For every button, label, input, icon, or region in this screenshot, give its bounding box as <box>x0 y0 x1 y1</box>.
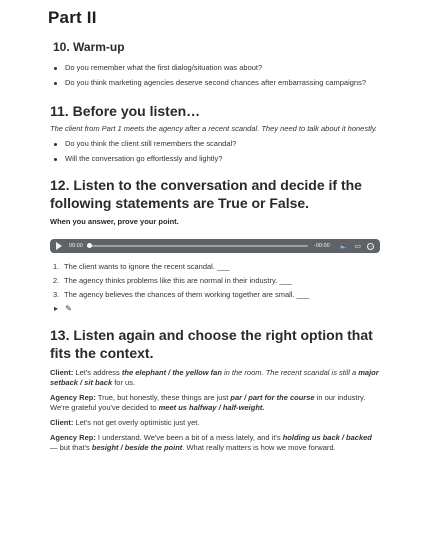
list-item: Do you think marketing agencies deserve second chances after embarrassing campaigns? <box>50 78 380 88</box>
dialog-text: . What really matters is how we move forward. <box>182 443 336 452</box>
section-11-intro: The client from Part 1 meets the agency after a recent scandal. They need to talk about it honestly. <box>50 124 378 133</box>
before-listen-questions <box>50 139 380 164</box>
dialog-line <box>50 368 380 388</box>
section-10-title: 10. Warm-up <box>53 40 125 54</box>
list-item: Will the conversation go effortlessly and lightly? <box>50 154 380 164</box>
volume-icon[interactable]: 🔈 <box>339 242 349 250</box>
list-item: Do you think the client still remembers the scandal? <box>50 139 380 149</box>
audio-progress-bar[interactable] <box>87 245 308 247</box>
list-item <box>50 262 380 272</box>
section-12-title: 12. Listen to the conversation and decide if the following statements are True or False. <box>50 177 362 211</box>
dialog-text: Let's address <box>73 368 122 377</box>
dialog-text: Let's not get overly optimistic just yet. <box>73 418 200 427</box>
dialog-text: in the room. The recent scandal is still a <box>221 368 359 377</box>
choice-option[interactable]: the elephant / the yellow fan <box>121 368 222 377</box>
dialog-line <box>50 418 380 428</box>
highlight-pen-icon[interactable]: ✎ <box>65 304 72 313</box>
section-13-title: 13. Listen again and choose the right option that fits the context. <box>50 327 373 361</box>
statements-list <box>50 262 380 300</box>
dialog-text: True, but honestly, these things are just <box>95 393 231 402</box>
mini-toolbar <box>54 304 380 313</box>
part-title: Part II <box>48 8 97 27</box>
choice-option[interactable]: par / part for the course <box>230 393 315 402</box>
choice-option[interactable]: major setback / sit back <box>50 368 379 387</box>
play-icon[interactable] <box>56 242 62 250</box>
item-number: 3. <box>53 290 60 299</box>
section-true-false <box>50 176 380 313</box>
item-text: The client wants to ignore the recent scandal. ___ <box>64 262 230 271</box>
section-choose-option <box>50 326 380 453</box>
speaker-label: Agency Rep: <box>50 433 96 442</box>
choice-option[interactable]: besight / beside the point <box>91 443 183 452</box>
speaker-label: Client: <box>50 418 74 427</box>
speaker-label: Client: <box>50 368 74 377</box>
more-options-icon[interactable]: ⋯ <box>368 243 373 250</box>
item-number: 1. <box>53 262 60 271</box>
warm-up-questions <box>50 63 380 88</box>
list-item: Do you remember what the first dialog/situation was about? <box>50 63 380 73</box>
dialog-text: — but that's <box>50 443 92 452</box>
cast-icon[interactable]: ▭ <box>354 242 361 250</box>
item-number: 2. <box>53 276 60 285</box>
section-before-listen <box>50 102 380 164</box>
audio-player <box>50 239 380 253</box>
item-text: The agency thinks problems like this are normal in their industry. ___ <box>64 276 292 285</box>
dialog-line <box>50 393 380 413</box>
list-item <box>50 290 380 300</box>
choice-option[interactable]: holding us back / backed <box>282 433 372 442</box>
dialog-text: in our industry. We're grateful you've decided to <box>50 393 366 412</box>
item-text: The agency believes the chances of them working together are small. ___ <box>64 290 310 299</box>
progress-knob[interactable] <box>87 243 92 248</box>
dialog-line <box>50 433 380 453</box>
dialog-text: I understand. We've been a bit of a mess lately, and it's <box>95 433 283 442</box>
remaining-time: -00:00 <box>314 243 330 249</box>
current-time: 00:00 <box>69 243 83 249</box>
expand-arrow-icon[interactable]: ▸ <box>54 304 59 313</box>
list-item <box>50 276 380 286</box>
speaker-label: Agency Rep: <box>50 393 96 402</box>
section-warm-up <box>50 38 380 88</box>
section-12-subtitle: When you answer, prove your point. <box>50 217 179 226</box>
section-11-title: 11. Before you listen… <box>50 103 201 119</box>
choice-option[interactable]: meet us halfway / half-weight. <box>158 403 265 412</box>
dialog-text: for us. <box>112 378 136 387</box>
